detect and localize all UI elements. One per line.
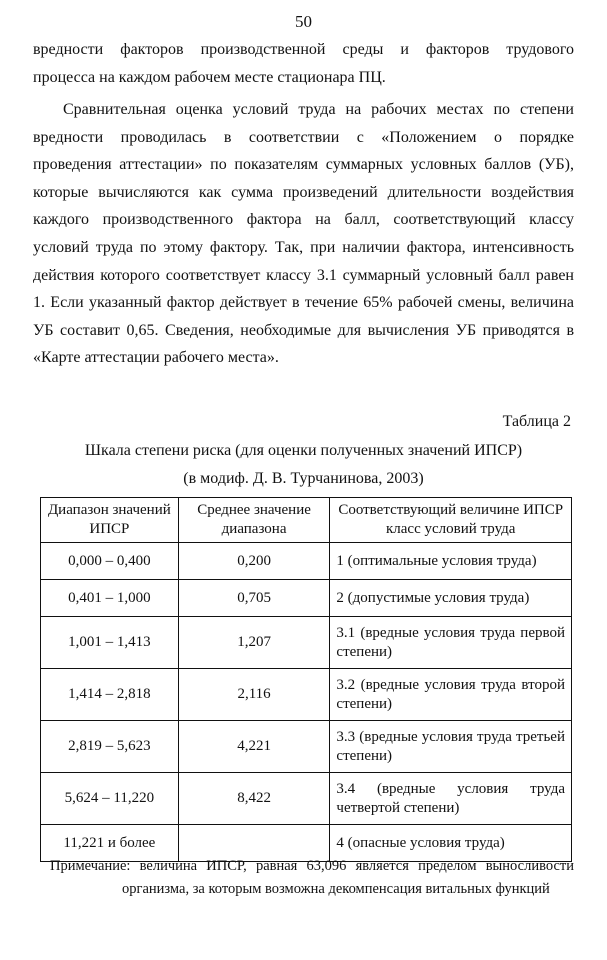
cell-class: 2 (допустимые условия труда) <box>330 580 572 617</box>
text-line: которые вычисляются как сумма произведений длительности воздействия <box>33 183 574 201</box>
cell-range: 0,401 – 1,000 <box>41 580 179 617</box>
table-header-row <box>41 498 572 543</box>
text-line: действия которого соответствует классу 3.1 суммарный условный балл равен <box>33 266 574 284</box>
cell-mean: 0,705 <box>178 580 330 617</box>
note-line: Примечание: величина ИПСР, равная 63,096 является пределом выносливости <box>50 858 574 874</box>
table-label: Таблица 2 <box>502 413 571 430</box>
cell-mean: 1,207 <box>178 617 330 669</box>
cell-range: 2,819 – 5,623 <box>41 721 179 773</box>
cell-class: 4 (опасные условия труда) <box>330 825 572 862</box>
table-title: Шкала степени риска (для оценки полученных значений ИПСР) <box>84 442 523 459</box>
cell-mean: 2,116 <box>178 669 330 721</box>
table-row <box>41 543 572 580</box>
text-line: вредности проводилась в соответствии с «Положением о порядке <box>33 128 574 146</box>
cell-mean: 0,200 <box>178 543 330 580</box>
text-line: 1. Если указанный фактор действует в течение 65% рабочей смены, величина <box>33 294 574 312</box>
text-line: Сравнительная оценка условий труда на рабочих местах по степени <box>63 101 574 118</box>
cell-range: 0,000 – 0,400 <box>41 543 179 580</box>
cell-class: 1 (оптимальные условия труда) <box>330 543 572 580</box>
text-line: проведения аттестации» по показателям суммарных условных баллов (УБ), <box>33 156 574 174</box>
text-line: процесса на каждом рабочем месте стационара ПЦ. <box>33 68 386 86</box>
header-mean: Среднее значение диапазона <box>178 498 330 543</box>
paragraph-assessment <box>33 96 574 372</box>
text-line: условий труда по этому фактору. Так, при наличии фактора, интенсивность <box>33 238 574 256</box>
paragraph-continuation <box>33 36 574 91</box>
text-line: «Карте аттестации рабочего места». <box>33 349 279 367</box>
cell-mean: 4,221 <box>178 721 330 773</box>
cell-class: 3.4 (вредные условия труда четвертой степени) <box>330 773 572 825</box>
cell-range: 5,624 – 11,220 <box>41 773 179 825</box>
table-row <box>41 617 572 669</box>
table-note <box>50 855 574 901</box>
text-line: вредности факторов производственной среды и факторов трудового <box>33 41 574 58</box>
header-range: Диапазон значений ИПСР <box>41 498 179 543</box>
cell-mean: 8,422 <box>178 773 330 825</box>
table-subtitle: (в модиф. Д. В. Турчанинова, 2003) <box>183 470 424 487</box>
text-line: каждого производственного фактора на балл, соответствующий классу <box>33 211 574 229</box>
cell-range: 11,221 и более <box>41 825 179 862</box>
table-row <box>41 669 572 721</box>
cell-class: 3.3 (вредные условия труда третьей степени) <box>330 721 572 773</box>
table-row <box>41 580 572 617</box>
cell-class: 3.1 (вредные условия труда первой степени) <box>330 617 572 669</box>
cell-range: 1,414 – 2,818 <box>41 669 179 721</box>
header-class: Соответствующий величине ИПСР класс условий труда <box>330 498 572 543</box>
table-row <box>41 773 572 825</box>
note-line: организма, за которым возможна декомпенсация витальных функций <box>122 881 550 897</box>
text-line: УБ составит 0,65. Сведения, необходимые для вычисления УБ приводятся в <box>33 321 574 339</box>
cell-class: 3.2 (вредные условия труда второй степени) <box>330 669 572 721</box>
risk-scale-table <box>40 497 572 862</box>
cell-range: 1,001 – 1,413 <box>41 617 179 669</box>
page-number: 50 <box>295 12 312 31</box>
table-row <box>41 721 572 773</box>
